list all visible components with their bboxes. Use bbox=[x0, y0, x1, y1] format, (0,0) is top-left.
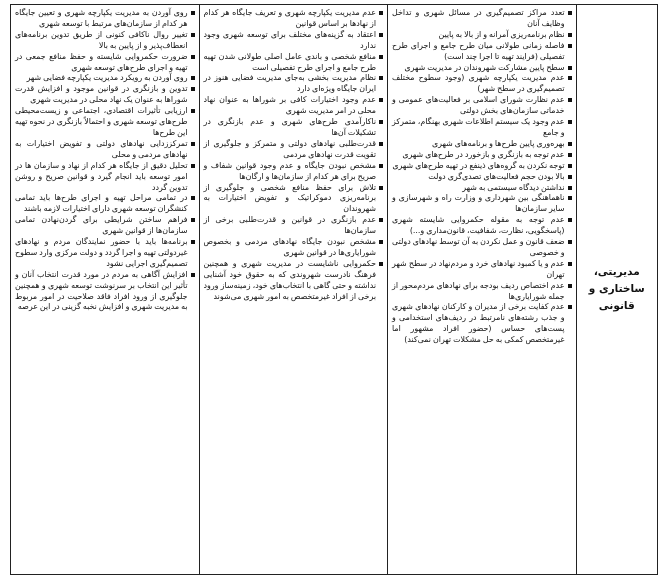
list-item: سطح پایین مشارکت شهروندان در مدیریت شهری bbox=[392, 63, 572, 74]
list-item: بهره‌وری پایین طرح‌ها و برنامه‌های شهری bbox=[392, 139, 572, 150]
list-item: نظام مدیریت بخشی به‌جای مدیریت فضایی هنوز در ایران جایگاه ویژه‌ای دارد bbox=[204, 73, 384, 95]
list-item: عدم کفایت برخی از مدیران و کارکنان نهادهای شهری و جذب رشته‌های نامرتبط در ردیف‌های استخدامی و پست‌های حساس (حضور افراد مشهور اما غیرمتخصص کمکی به حل مشکلات تهران نمی‌کند) bbox=[392, 302, 572, 346]
list-item: عدم وجود اختیارات کافی بر شوراها به عنوان نهاد محلی در امر مدیریت شهری bbox=[204, 95, 384, 117]
column-list-3 bbox=[15, 8, 195, 313]
column-cell-2 bbox=[199, 5, 388, 575]
list-item: تدوین و بازنگری در قوانین موجود و افزایش قدرت شوراها به عنوان یک نهاد محلی در مدیریت شهری bbox=[15, 84, 195, 106]
column-cell-3 bbox=[11, 5, 200, 575]
list-item: اعتقاد به گزینه‌های مختلف برای توسعه شهری وجود ندارد bbox=[204, 30, 384, 52]
list-item: تعدد مراکز تصمیم‌گیری در مسائل شهری و تداخل وظایف آنان bbox=[392, 8, 572, 30]
row-header-label: مدیریتی، ساختاری و قانونی bbox=[588, 266, 645, 312]
list-item: منافع شخصی و باندی عامل اصلی طولانی شدن تهیه طرح جامع و اجرای طرح تفصیلی است bbox=[204, 52, 384, 74]
list-item: تلاش برای حفظ منافع شخصی و جلوگیری از برنامه‌ریزی دموکراتیک و تفویض اختیارات به شهروندان bbox=[204, 183, 384, 216]
list-item: تغییر روال ناکافی کنونی از طریق تدوین برنامه‌های انعطاف‌پذیر و از پایین به بالا bbox=[15, 30, 195, 52]
list-item: مشخص نبودن جایگاه و عدم وجود قوانین شفاف و صریح برای هر کدام از سازمان‌ها و ارگان‌ها bbox=[204, 161, 384, 183]
list-item: ضعف قانون و عمل نکردن به آن توسط نهادهای دولتی و خصوصی bbox=[392, 237, 572, 259]
list-item: روی آوردن به مدیریت یکپارچه شهری و تعیین جایگاه هر کدام از سازمان‌های مرتبط با توسعه شهری bbox=[15, 8, 195, 30]
list-item: فاصله زمانی طولانی میان طرح جامع و اجرای طرح تفصیلی (فرایند تهیه تا اجرا چند است) bbox=[392, 41, 572, 63]
list-item: عدم مدیریت یکپارچه شهری و تعریف جایگاه هر کدام از نهادها بر اساس قوانین bbox=[204, 8, 384, 30]
list-item: تحلیل دقیق از جایگاه هر کدام از نهاد و سازمان ها در امور توسعه باید انجام گیرد و قوانین صریح و روشن تدوین گردد bbox=[15, 161, 195, 194]
list-item: نظام برنامه‌ریزی آمرانه و از بالا به پایین bbox=[392, 30, 572, 41]
list-item: عدم نظارت شورای اسلامی بر فعالیت‌های عمومی و خدماتی سازمان‌های بخش دولتی bbox=[392, 95, 572, 117]
list-item: حکمروایی ناشایست در مدیریت شهری و همچنین فرهنگ نادرست شهروندی که به حقوق خود آشنایی نداشته و حتی گاهی با انتخاب‌های خود، زمینه‌ساز ورود برخی از افراد غیرمتخصص به امور شهری می‌شوند bbox=[204, 259, 384, 303]
list-item: عدم بازنگری در قوانین و قدرت‌طلبی برخی از سازمان‌ها bbox=[204, 215, 384, 237]
list-item: ناهماهنگی بین شهرداری و وزارت راه و شهرسازی و سایر سازمان‌ها bbox=[392, 193, 572, 215]
list-item: عدم اختصاص ردیف بودجه برای نهادهای مردم‌محور از جمله شورایاری‌ها bbox=[392, 281, 572, 303]
list-item: بالا بودن حجم فعالیت‌های تصدی‌گری دولت bbox=[392, 172, 572, 183]
list-item: عدم توجه به مقوله حکمروایی شایسته شهری (پاسخگویی، نظارت، شفافیت، قانون‌مداری و...) bbox=[392, 215, 572, 237]
list-item: برنامه‌ها باید با حضور نمایندگان مردم و نهادهای غیردولتی تهیه و اجرا گردد و دولت مرکزی وارد سطوح تصمیم‌گیری اجرایی نشود bbox=[15, 237, 195, 270]
issues-table bbox=[10, 4, 658, 575]
list-item: فراهم ساختن شرایطی برای گردن‌نهادن تمامی سازمان‌ها از قوانین شهری bbox=[15, 215, 195, 237]
list-item: ارزیابی تأثیرات اقتصادی، اجتماعی و زیست‌محیطی طرح‌های توسعه شهری و احتمالاً بازنگری در نحوه تهیه این طرح‌ها bbox=[15, 106, 195, 139]
list-item: افزایش آگاهی به مردم در مورد قدرت انتخاب آنان و تأثیر این انتخاب بر سرنوشت توسعه شهری و همچنین جلوگیری از ورود افراد فاقد صلاحیت در امور مربوط به مدیریت شهری و افزایش نخبه گزینی در این عرصه bbox=[15, 270, 195, 314]
list-item: نداشتن دیدگاه سیستمی به شهر bbox=[392, 183, 572, 194]
column-cell-1 bbox=[388, 5, 577, 575]
list-item: عدم مدیریت یکپارچه شهری (وجود سطوح مختلف تصمیم‌گیری در سطح شهر) bbox=[392, 73, 572, 95]
table-row bbox=[11, 5, 658, 575]
list-item: مشخص نبودن جایگاه نهادهای مردمی و بخصوص شورایاری‌ها در قوانین شهری bbox=[204, 237, 384, 259]
list-item: ضرورت حکمروایی شایسته و حفظ منافع جمعی در تهیه و اجرای طرح‌های توسعه شهری bbox=[15, 52, 195, 74]
list-item: توجه نکردن به گروه‌های ذینفع در تهیه طرح‌های شهری bbox=[392, 161, 572, 172]
list-item: عدم وجود یک سیستم اطلاعات شهری بهنگام، متمرکز و جامع bbox=[392, 117, 572, 139]
list-item: روی آوردن به رویکرد مدیریت یکپارچه فضایی شهر bbox=[15, 73, 195, 84]
list-item: تمرکززدایی نهادهای دولتی و تفویض اختیارات به نهادهای مردمی و محلی bbox=[15, 139, 195, 161]
row-header-cell bbox=[576, 5, 657, 575]
list-item: ناکارآمدی طرح‌های شهری و عدم بازنگری در تشکیلات آن‌ها bbox=[204, 117, 384, 139]
list-item: عدم و یا کمبود نهادهای خرد و مردم‌نهاد در سطح شهر تهران bbox=[392, 259, 572, 281]
column-list-1 bbox=[392, 8, 572, 346]
list-item: در تمامی مراحل تهیه و اجرای طرح‌ها باید تمامی کنشگران توسعه شهری دارای اختیارات لازمه باشند bbox=[15, 193, 195, 215]
list-item: قدرت‌طلبی نهادهای دولتی و متمرکز و جلوگیری از تقویت قدرت نهادهای مردمی bbox=[204, 139, 384, 161]
column-list-2 bbox=[204, 8, 384, 302]
list-item: عدم توجه به بازنگری و بازخورد در طرح‌های شهری bbox=[392, 150, 572, 161]
